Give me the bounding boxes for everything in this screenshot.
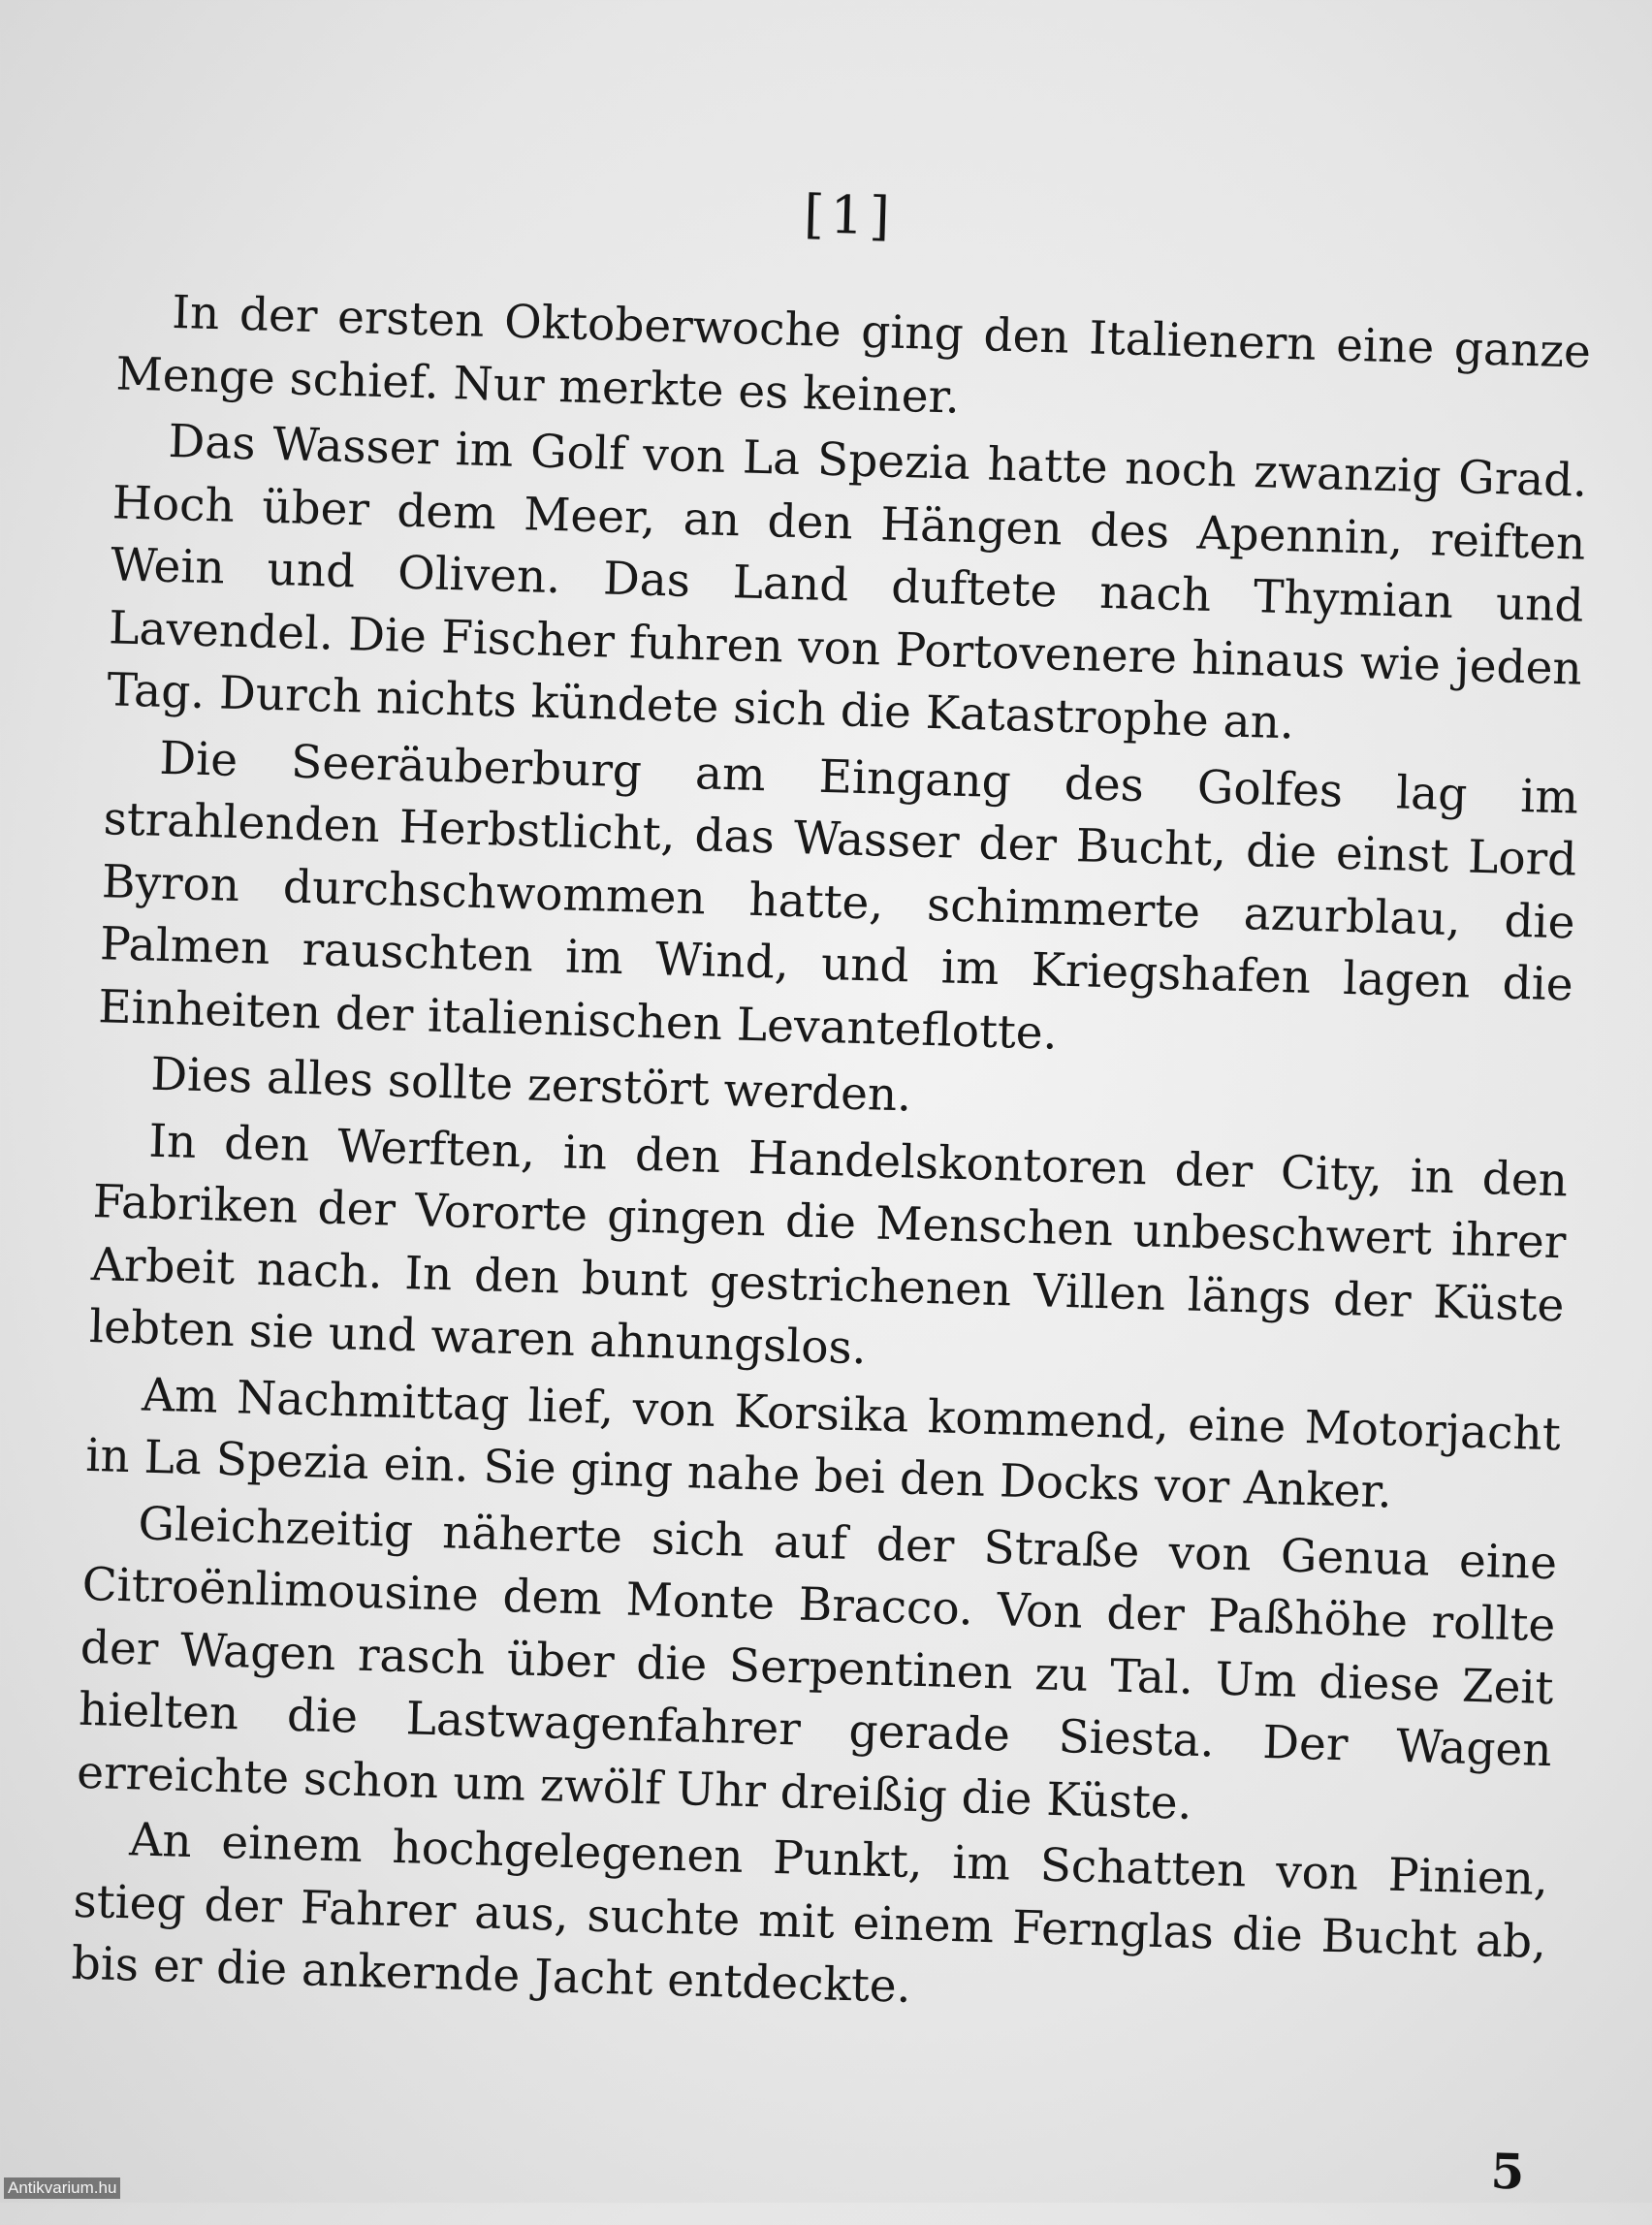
body-text [71, 280, 1592, 2040]
page-number: 5 [1489, 2142, 1526, 2201]
paragraph: Das Wasser im Golf von La Spezia hatte noch zwanzig Grad. Hoch über dem Meer, an den Hängen des Apennin, reiften Wein und Oliven. Das Land duftete nach Thymian und Lavendel. Die Fischer fuhren von Portovenere hinaus wie jeden Tag. Durch nichts kündete sich die Katastrophe an. [106, 414, 1588, 750]
paragraph: Am Nachmittag lief, von Korsika kommend, eine Motorjacht in La Spezia ein. Sie ging nahe bei den Docks vor Anker. [84, 1367, 1562, 1519]
paragraph: Die Seeräuberburg am Eingang des Golfes lag im strahlenden Herbstlicht, das Wasser der Bucht, die einst Lord Byron durchschwommen hatte, schimmerte azurblau, die Palmen rauschten im Wind, und im Kriegshafen lagen die Einheiten der italienischen Levanteflotte. [97, 731, 1579, 1061]
paragraph: In der ersten Oktoberwoche ging den Italienern eine ganze Menge schief. Nur merkte es keiner. [114, 285, 1592, 425]
paragraph: Dies alles sollte zerstört werden. [149, 1047, 912, 1123]
paragraph: In den Werften, in den Handelskontoren der City, in den Fabriken der Vororte gingen die Menschen unbeschwert ihrer Arbeit nach. In den bunt gestrichenen Villen längs der Küste lebten sie und waren ahnungslos. [88, 1114, 1569, 1376]
watermark: Antikvarium.hu [4, 2177, 120, 2199]
paragraph: An einem hochgelegenen Punkt, im Schatten von Pinien, stieg der Fahrer aus, suchte mit einem Fernglas die Bucht ab, bis er die ankernde Jacht entdeckte. [71, 1813, 1549, 2014]
paragraph: Gleichzeitig näherte sich auf der Straße von Genua eine Citroënlimousine dem Monte Bracco. Von der Paßhöhe rollte der Wagen rasch über die Serpentinen zu Tal. Um diese Zeit hielten die Lastwagenfahrer gerade Siesta. Der Wagen erreichte schon um zwölf Uhr dreißig die Küste. [76, 1496, 1558, 1830]
chapter-number: [1] [803, 183, 897, 247]
